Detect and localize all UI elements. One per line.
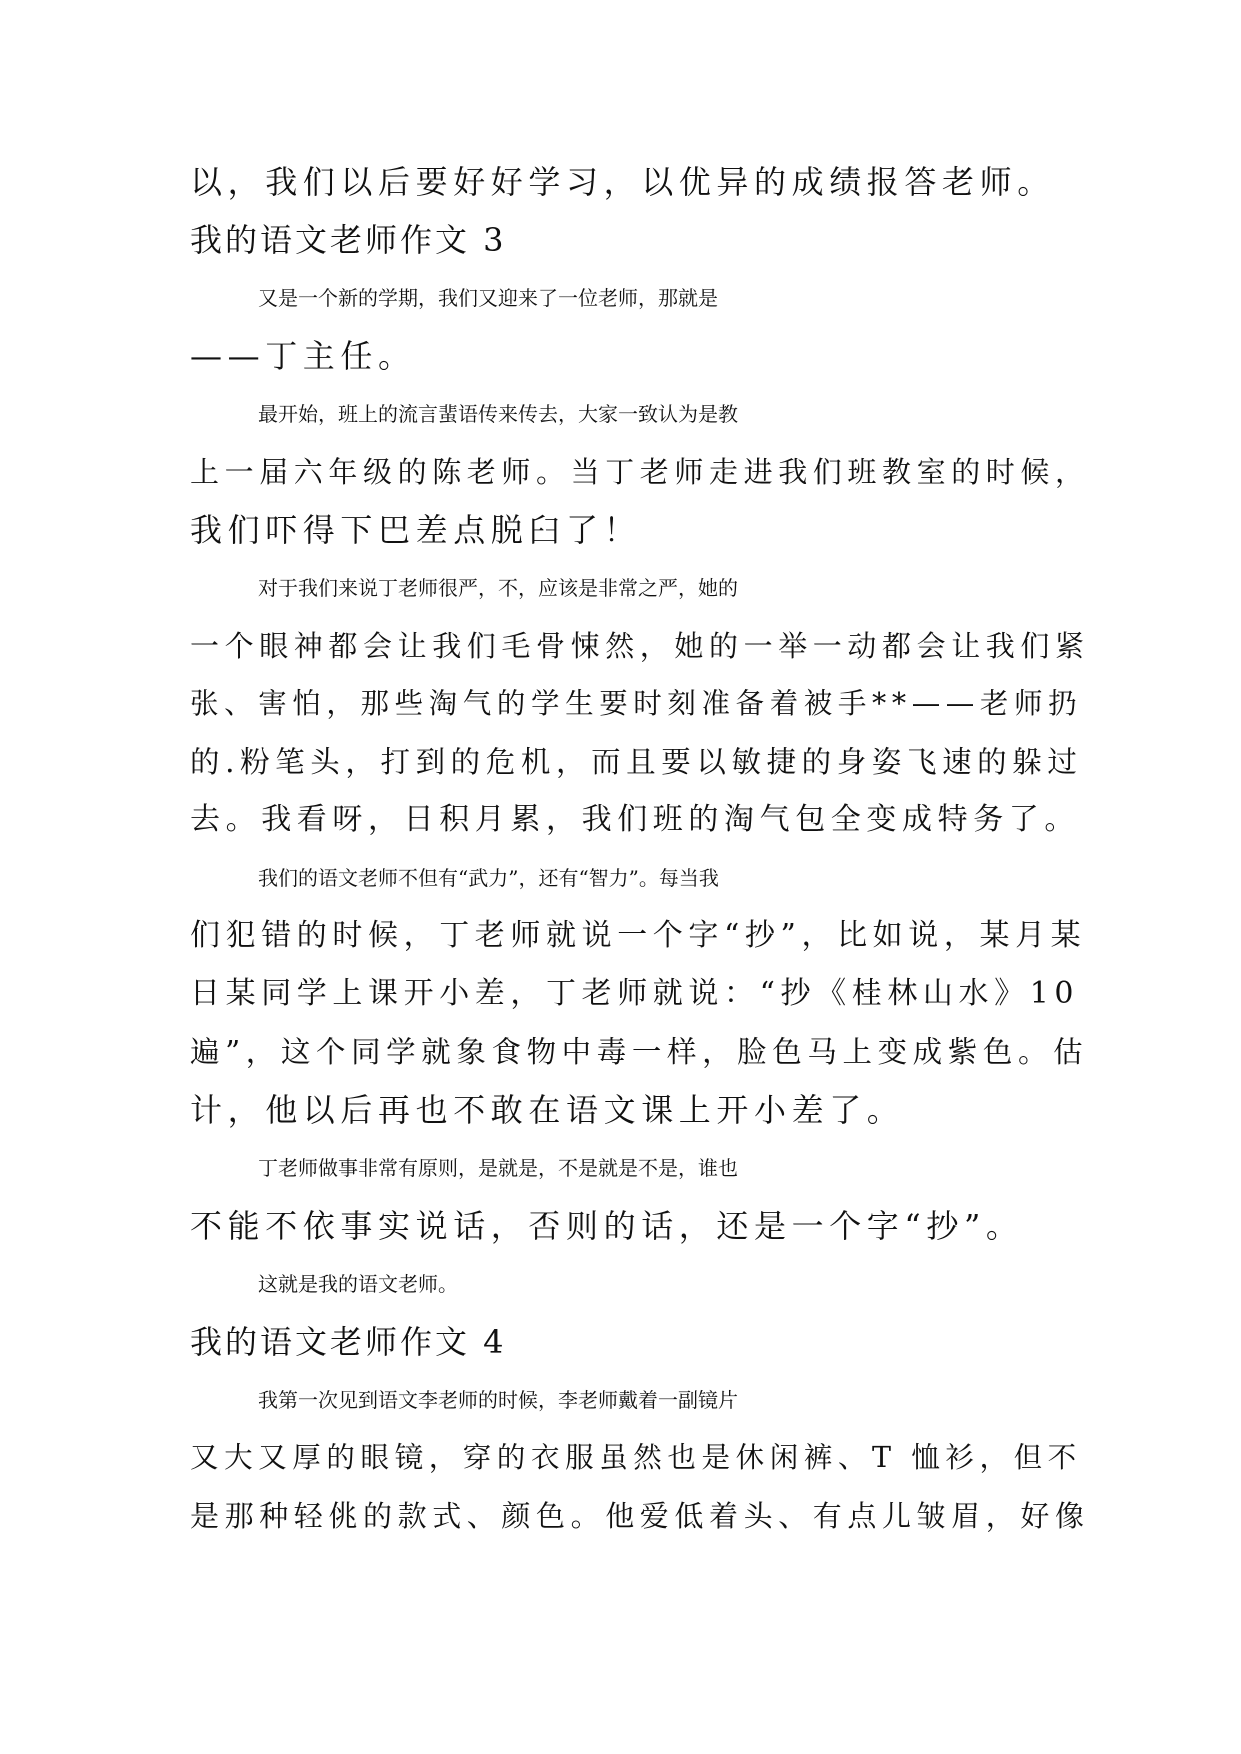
text-line: 以，我们以后要好好学习，以优异的成绩报答老师。	[190, 163, 1055, 201]
text-line: 计，他以后再也不敢在语文课上开小差了。	[190, 1091, 905, 1129]
paragraph-start: 最开始，班上的流言蜚语传来传去，大家一致认为是教	[258, 402, 738, 426]
text-line: 张、害怕，那些淘气的学生要时刻准备着被手**——老师扔	[190, 687, 1083, 720]
section-heading: 我的语文老师作文 3	[190, 221, 507, 259]
text-line: 不能不依事实说话，否则的话，还是一个字“抄”。	[190, 1207, 1024, 1245]
paragraph-start: 又是一个新的学期，我们又迎来了一位老师，那就是	[258, 286, 718, 310]
text-line: 们犯错的时候，丁老师就说一个字“抄”，比如说，某月某	[190, 918, 1087, 953]
text-line: 又大又厚的眼镜，穿的衣服虽然也是休闲裤、T 恤衫，但不	[190, 1441, 1082, 1474]
text-line: ——丁主任。	[190, 337, 416, 375]
text-line: 我们吓得下巴差点脱臼了！	[190, 511, 642, 549]
section-heading: 我的语文老师作文 4	[190, 1323, 507, 1361]
text-line: 去。我看呀，日积月累，我们班的淘气包全变成特务了。	[190, 802, 1080, 837]
text-line: 日某同学上课开小差，丁老师就说：“抄《桂林山水》10	[190, 976, 1080, 1011]
paragraph-start: 我第一次见到语文李老师的时候，李老师戴着一副镜片	[258, 1388, 738, 1412]
paragraph-start: 丁老师做事非常有原则，是就是，不是就是不是，谁也	[258, 1156, 738, 1180]
text-line: 上一届六年级的陈老师。当丁老师走进我们班教室的时候，	[190, 455, 1090, 489]
text-line: 一个眼神都会让我们毛骨悚然，她的一举一动都会让我们紧	[190, 629, 1090, 663]
text-line: 遍”，这个同学就象食物中毒一样，脸色马上变成紫色。估	[190, 1035, 1089, 1069]
paragraph-start: 对于我们来说丁老师很严，不，应该是非常之严，她的	[258, 576, 738, 600]
text-line: 的.粉笔头，打到的危机，而且要以敏捷的身姿飞速的躲过	[190, 745, 1083, 779]
paragraph-start: 我们的语文老师不但有“武力”，还有“智力”。每当我	[258, 866, 719, 890]
text-line: 是那种轻佻的款式、颜色。他爱低着头、有点儿皱眉，好像	[190, 1499, 1090, 1533]
paragraph-start: 这就是我的语文老师。	[258, 1272, 458, 1296]
